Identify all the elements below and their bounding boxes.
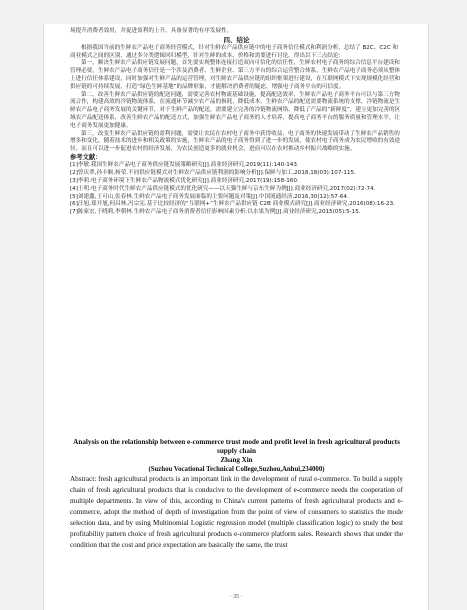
reference-item: [3]李莉.电子商务环境下生鲜农产品物流模式优化研究[J].商业经济研究,2017(19):158-160. (70, 178, 299, 185)
reference-item: [4]王明.电子商务时代生鲜农产品供应链模式的优化研究——以天猫生鲜与京东生鲜为例[J].商业经济研究,2017(02):72-74. (70, 185, 376, 192)
body-paragraph: 第一，顺决生鲜农产品供应链发展问题，首先要实现整体连接打造双向可信化的信任性，生鲜农村电子商务的综合信息平台建设和管理必要，生鲜农产品电子商务信任是一个涉及消费者、生鲜企业、第三方平台的综合运营整合体系，生鲜农产品电子商务必须从整体上进行信任体系建设，同时加强对生鲜产品的运营管理，对生鲜农产品供应链的组织框架进行建设，在互联网模式下实现规模化经营和供应链的可持续发展，打造“绿色生鲜基地”的品牌形象，才能解决消费者的疑虑，增强电子商务平台的可信度。 (70, 60, 401, 90)
reference-list (70, 162, 403, 217)
author-name: Zhang Xin (220, 455, 253, 464)
english-title: Analysis on the relationship between e-commerce trust mode and profit level in fresh agricultural products supply chain (73, 438, 400, 455)
page-number: · 35 · (229, 594, 243, 600)
body-paragraph: 根据我国当前的生鲜农产品电子商务经营模式，针对生鲜农产品供应链中的电子商务信任模式和利润分析，总结了 B2C、C2C 和商业模式之间的区别，通过多分类逻辑回归模型，针对生鲜的成本、价格和需要进行讨论，得出以下三点结论： (70, 44, 399, 59)
english-section (70, 438, 403, 551)
reference-item: [6]汪旭,郑开旭,何昌林,冯宗宪.基于比较经济的“互联网+”生鲜农产品供应链 C2B 商业模式研究[J].商业经济研究,2016(08):16-23. (70, 201, 395, 208)
document-page (43, 24, 429, 610)
references-heading: 参考文献： (70, 153, 102, 161)
reference-item: [1]李敏.我国生鲜农产品电子商务供应链发展策略研究[J].商业经济研究,2019(11):140-143. (70, 162, 299, 169)
body-paragraph: 第三，改变生鲜农产品供应链的盈利问题，需要让农民在农村电子商务中获得收益，电子商务的快速发展带动了生鲜农产品销售的增多和变化，随着技术的进步和相关政策的实施，生鲜农产品的电子商务得到了进一步的发展，使农村电子商务成为农民增收的有效途径，而且可以进一步促进农村的经济发展，为农民创造更多的就业机会，进而可以在农村推动乡村振兴战略的实施。 (70, 130, 401, 153)
conclusion-heading: 四、结论 (223, 35, 250, 44)
body-paragraph: 第二，改善生鲜农产品供应链的配送问题，需要完善农村物流基础设施，提高配送效率，生鲜农产品电子商务平台可以与第三方物流合作，构建高效的冷链物流体系，在流通环节减少农产品的损耗，降低成本，生鲜农产品的配送需要物流系统的支撑，冷链物流是生鲜农产品电子商务发展的关键环节，对于生鲜产品的配送，需要建立完善的冷链物流网络，降低了产品的“新鲜度”，建立更加完善的区域农产品配送体系，改善生鲜农产品的配送方式，加强生鲜农产品电子商务的人才培养，提高电子商务平台的服务质量和管理水平，让电子商务发展更加健康。 (70, 91, 401, 129)
chinese-body (70, 28, 403, 217)
reference-item: [7]陈家宏,于晓莉,李朝林.生鲜农产品电子商务消费者信任影响因素分析:以水果为例[J].商业经济研究,2015(05):5-15. (70, 209, 361, 216)
reference-item: [2]曾庆翠,孙丰顺,杨荣.不同供应链模式对生鲜农产品供应链利润的影响分析[J].保鲜与加工,2018,18(03):107-115. (70, 170, 356, 177)
intro-line: 场提升消费者效用，并促进盈利的上升，具备显著的有序发展性。 (70, 28, 233, 34)
abstract-text: Abstract: fresh agricultural products is an important link in the development of rural e-commerce. To build a supply chain of fresh agricultural products that is conducive to the development of e-commerce needs the cooperation of multiple departments. In view of this, according to China's current patterns of fresh agricultural products and e-commerce, adopt the method of depth of investigation from the point of view of consumers to statistics the mode selection data, and by using Multinomial Logistic regression model (multiple classification logic) to study the best profitability pattern choice of fresh agricultural products e-commerce platform sales. Research shows that under the condition that the cost and price expectation are basically the same, the trust (70, 474, 403, 550)
reference-item: [5]刘建鑫,王可山,张春林.生鲜农产品电子商务发展面临的主要问题及对策[J].中国流通经济,2016,30(12):57-64. (70, 193, 349, 200)
author-affiliation: (Suzhou Vocational Technical College,Suzhou,Anhui,234000) (148, 465, 325, 473)
